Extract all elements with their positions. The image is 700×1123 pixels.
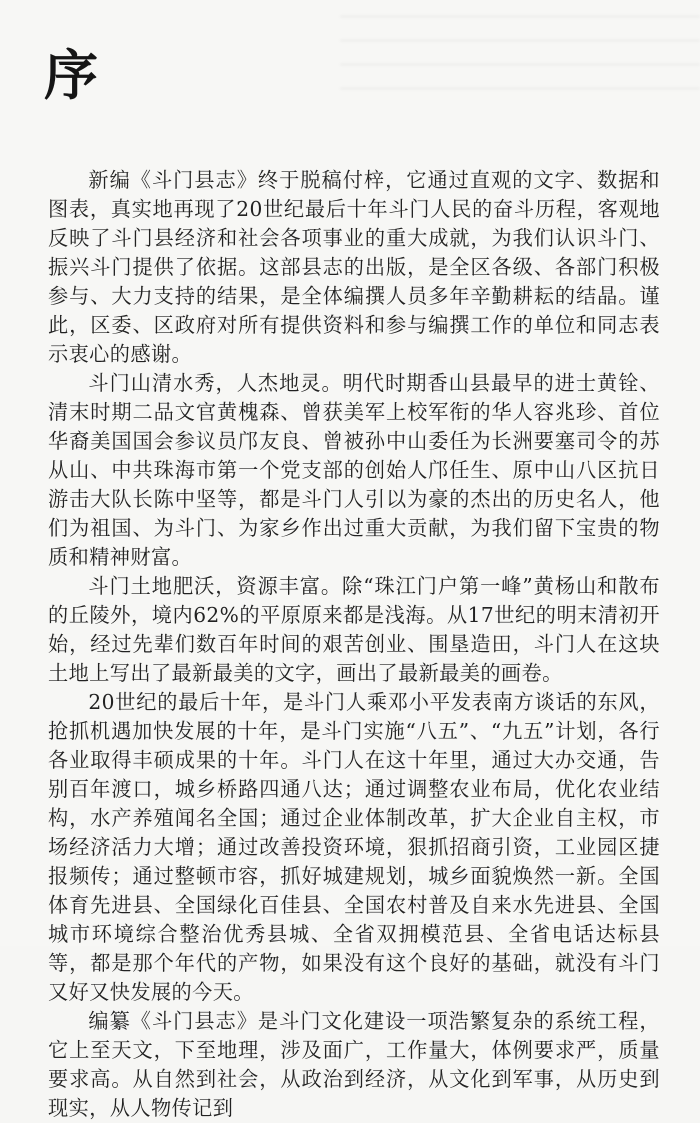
paragraph-5: 编纂《斗门县志》是斗门文化建设一项浩繁复杂的系统工程，它上至天文，下至地理，涉及面广，工作量大，体例要求严，质量要求高。从自然到社会，从政治到经济，从文化到军事，从历史到现实，从人物传记到	[48, 1009, 660, 1120]
preface-body	[48, 166, 660, 1123]
paragraph-2: 斗门山清水秀，人杰地灵。明代时期香山县最早的进士黄铨、清末时期二品文官黄槐森、曾获美军上校军衔的华人容兆珍、首位华裔美国国会参议员邝友良、曾被孙中山委任为长洲要塞司令的苏从山、中共珠海市第一个党支部的创始人邝任生、原中山八区抗日游击大队长陈中坚等，都是斗门人引以为豪的杰出的历史名人，他们为祖国、为斗门、为家乡作出过重大贡献，为我们留下宝贵的物质和精神财富。	[48, 371, 660, 569]
paragraph-3: 斗门土地肥沃，资源丰富。除“珠江门户第一峰”黄杨山和散布的丘陵外，境内62%的平原原来都是浅海。从17世纪的明末清初开始，经过先辈们数百年时间的艰苦创业、围垦造田，斗门人在这块土地上写出了最新最美的文字，画出了最新最美的画卷。	[48, 574, 660, 685]
chapter-title: 序	[44, 44, 98, 108]
paragraph-4: 20世纪的最后十年，是斗门人乘邓小平发表南方谈话的东风，抢抓机遇加快发展的十年，是斗门实施“八五”、“九五”计划，各行各业取得丰硕成果的十年。斗门人在这十年里，通过大办交通，告别百年渡口，城乡桥路四通八达；通过调整农业布局，优化农业结构，水产养殖闻名全国；通过企业体制改革，扩大企业自主权，市场经济活力大增；通过改善投资环境，狠抓招商引资，工业园区捷报频传；通过整顿市容，抓好城建规划，城乡面貌焕然一新。全国体育先进县、全国绿化百佳县、全国农村普及自来水先进县、全国城市环境综合整治优秀县城、全省双拥模范县、全省电话达标县等，都是那个年代的产物，如果没有这个良好的基础，就没有斗门又好又快发展的今天。	[48, 690, 660, 1004]
paragraph-1: 新编《斗门县志》终于脱稿付梓，它通过直观的文字、数据和图表，真实地再现了20世纪最后十年斗门人民的奋斗历程，客观地反映了斗门县经济和社会各项事业的重大成就，为我们认识斗门、振兴斗门提供了依据。这部县志的出版，是全区各级、各部门积极参与、大力支持的结果，是全体编撰人员多年辛勤耕耘的结晶。谨此，区委、区政府对所有提供资料和参与编撰工作的单位和同志表示衷心的感谢。	[48, 168, 660, 366]
bleed-through-texture	[340, 0, 700, 110]
